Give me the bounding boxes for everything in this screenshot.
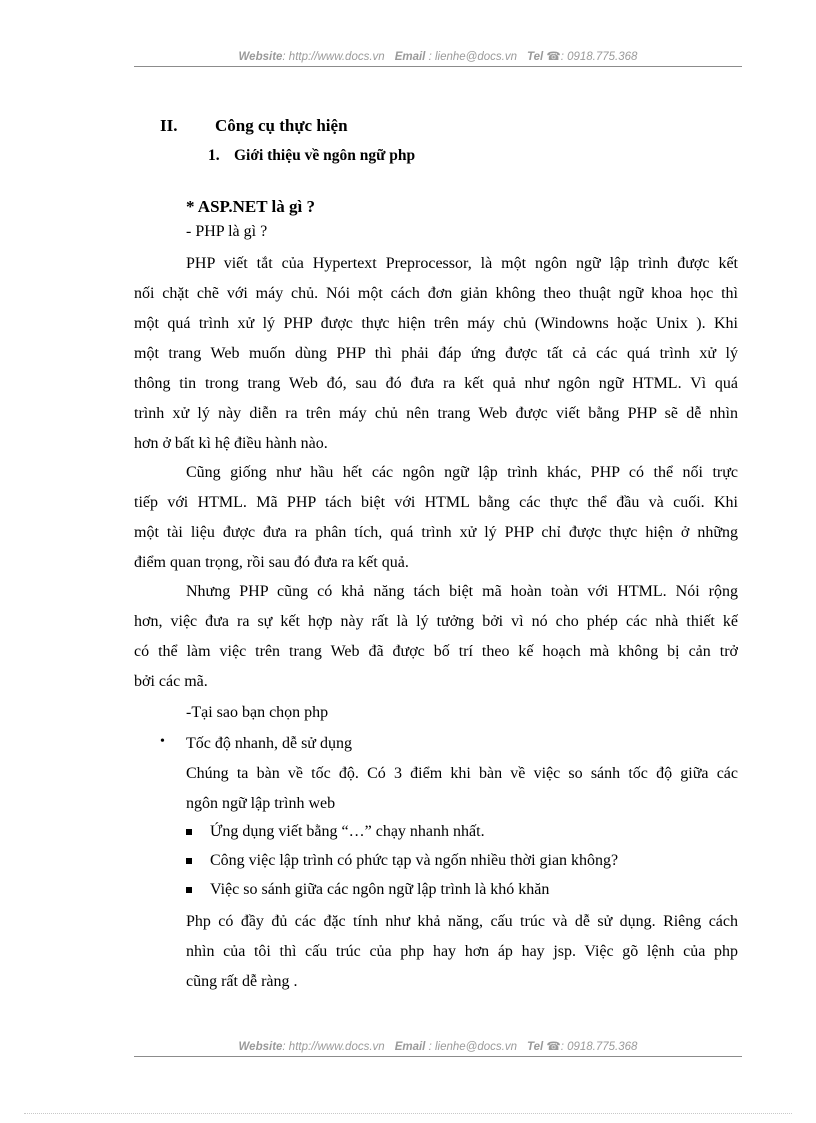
para3-line: có thể làm việc trên trang Web đã được bố trí theo kế hoạch mà không bị cản trở <box>134 643 738 660</box>
conclusion-line: nhìn của tôi thì cấu trúc của php hay hơn áp hay jsp. Việc gõ lệnh của php <box>186 943 738 960</box>
header-tel-value: : 0918.775.368 <box>560 51 638 63</box>
square-bullet-icon <box>186 887 192 893</box>
sub-item: Công việc lập trình có phức tạp và ngốn nhiều thời gian không? <box>210 852 619 869</box>
subsection-title: Giới thiệu về ngôn ngữ php <box>234 147 416 164</box>
subsection-number: 1. <box>208 147 220 164</box>
bullet-title: Tốc độ nhanh, dễ sử dụng <box>186 735 352 752</box>
conclusion-line: cũng rất dễ ràng . <box>186 973 298 990</box>
phone-icon: ☎ <box>546 51 561 63</box>
footer-tel-value: : 0918.775.368 <box>560 1041 638 1053</box>
conclusion-line: Php có đầy đủ các đặc tính như khả năng, cấu trúc và dễ sử dụng. Riêng cách <box>186 913 738 930</box>
para2-line: Cũng giống như hầu hết các ngôn ngữ lập trình khác, PHP có thể nối trực <box>186 464 738 481</box>
para1-line: thông tin trong trang Web đó, sau đó đưa ra kết quả như ngôn ngữ HTML. Vì quá <box>134 375 738 392</box>
footer-email-value: : lienhe@docs.vn <box>428 1041 517 1053</box>
header-tel-label: Tel <box>526 51 544 63</box>
sub-item: Việc so sánh giữa các ngôn ngữ lập trình là khó khăn <box>210 881 550 898</box>
subsection-heading <box>208 147 415 165</box>
page-header <box>134 49 742 63</box>
page-footer <box>134 1039 742 1053</box>
para1-line: PHP viết tắt của Hypertext Preprocessor, là một ngôn ngữ lập trình được kết <box>186 255 738 272</box>
footer-website-label: Website <box>238 1041 283 1053</box>
header-website-label: Website <box>238 51 283 63</box>
footer-tel-label: Tel <box>526 1041 544 1053</box>
section-number: II. <box>160 116 178 135</box>
sub-item: Ứng dụng viết bằng “…” chạy nhanh nhất. <box>210 823 485 840</box>
bullet-dot-icon: • <box>160 734 165 749</box>
footer-website-value: : http://www.docs.vn <box>282 1041 385 1053</box>
para1-line: trình xử lý này diễn ra trên máy chủ nên trang Web được viết bằng PHP sẽ dễ nhìn <box>134 405 738 422</box>
para1-line: nối chặt chẽ với máy chủ. Nói một cách đơn giản không theo thuật ngữ khoa học thì <box>134 285 738 302</box>
para1-line: hơn ở bất kì hệ điều hành nào. <box>134 435 328 452</box>
header-website-value: : http://www.docs.vn <box>282 51 385 63</box>
header-rule <box>134 66 742 67</box>
para3-line: Nhưng PHP cũng có khả năng tách biệt mã hoàn toàn với HTML. Nói rộng <box>186 583 738 600</box>
asp-heading: * ASP.NET là gì ? <box>186 197 315 216</box>
section-heading <box>160 116 348 136</box>
header-email-value: : lienhe@docs.vn <box>428 51 517 63</box>
para2-line: tiếp với HTML. Mã PHP tách biệt với HTML bằng các thực thể đầu và cuối. Khi <box>134 494 738 511</box>
para2-line: một tài liệu được đưa ra phân tích, quá trình xử lý PHP chỉ được thực hiện ở những <box>134 524 738 541</box>
page-edge-divider <box>24 1113 792 1114</box>
section-title: Công cụ thực hiện <box>215 116 348 135</box>
square-bullet-icon <box>186 829 192 835</box>
bullet-intro-line: ngôn ngữ lập trình web <box>186 795 336 812</box>
why-php-line: -Tại sao bạn chọn php <box>186 704 329 721</box>
para3-line: hơn, việc đưa ra sự kết hợp này rất là lý tưởng bởi vì nó cho phép các nhà thiết kế <box>134 613 738 630</box>
header-email-label: Email <box>394 51 426 63</box>
para1-line: một quá trình xử lý PHP được thực hiện trên máy chủ (Windowns hoặc Unix ). Khi <box>134 315 738 332</box>
bullet-intro-line: Chúng ta bàn về tốc độ. Có 3 điểm khi bàn về việc so sánh tốc độ giữa các <box>186 765 738 782</box>
square-bullet-icon <box>186 858 192 864</box>
footer-rule <box>134 1056 742 1057</box>
para3-line: bởi các mã. <box>134 673 208 690</box>
para2-line: điểm quan trọng, rồi sau đó đưa ra kết quả. <box>134 554 409 571</box>
php-question: - PHP là gì ? <box>186 223 268 240</box>
phone-icon: ☎ <box>546 1041 561 1053</box>
footer-email-label: Email <box>394 1041 426 1053</box>
para1-line: một trang Web muốn dùng PHP thì phải đáp ứng được tất cả các quá trình xử lý <box>134 345 738 362</box>
